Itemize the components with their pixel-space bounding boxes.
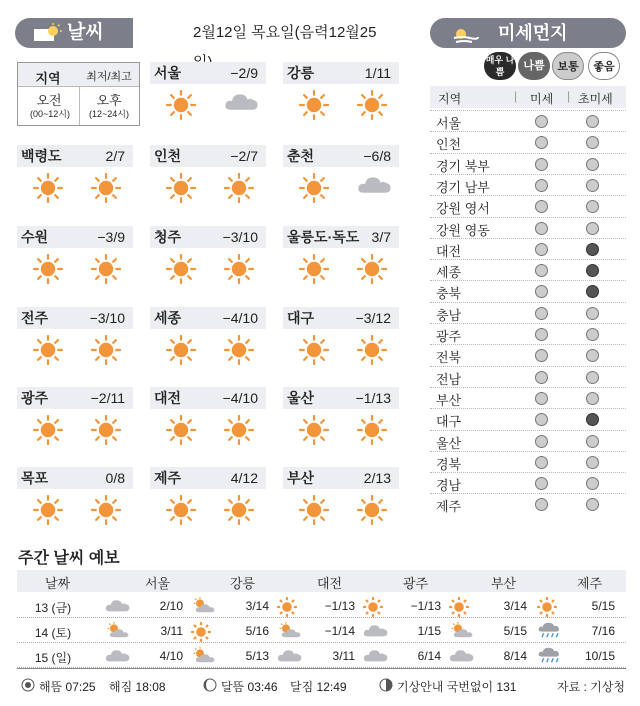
city-name: 제주 (154, 470, 182, 486)
legend-am: 오전 (36, 93, 62, 108)
dust-col-region: 지역 (438, 92, 462, 106)
sun-icon (166, 415, 196, 450)
cloud-icon (363, 647, 389, 666)
partly-icon (191, 647, 217, 666)
weather-header (15, 18, 390, 48)
sun-icon (166, 173, 196, 208)
legend-pm-range: (12~24시) (89, 109, 129, 119)
sun-icon (357, 254, 387, 289)
dust-region: 제주 (436, 499, 462, 515)
legend-am-range: (00~12시) (30, 109, 70, 119)
city-card (150, 307, 266, 377)
weekly-cell (355, 594, 443, 618)
dust-row (430, 408, 626, 429)
weekly-temp: 5/13 (245, 649, 269, 663)
partly-icon (449, 622, 475, 641)
weekly-temp: 8/14 (503, 649, 527, 663)
dust-region: 강원 영서 (436, 201, 490, 217)
cloud-icon (277, 647, 303, 666)
weekly-temp: 4/10 (159, 649, 183, 663)
weekly-temp: 10/15 (584, 649, 615, 663)
sun-icon (299, 173, 329, 208)
cloud-icon (357, 173, 393, 200)
dust-region: 서울 (436, 116, 462, 131)
sunrise-time: 해뜸 07:25 (39, 680, 96, 694)
city-name: 백령도 (21, 148, 62, 164)
dust-row (430, 344, 626, 365)
sun-icon (224, 254, 254, 289)
pm25-dot (586, 392, 599, 405)
weekly-cell (269, 619, 357, 643)
weekly-title: 주간 날씨 예보 (18, 550, 120, 567)
pm10-dot (535, 307, 548, 320)
legend-bad: 나쁨 (518, 52, 550, 80)
weekly-cell (355, 619, 443, 643)
city-card (283, 387, 399, 457)
sun-icon (299, 495, 329, 530)
dust-region: 광주 (436, 329, 462, 344)
city-name: 강릉 (287, 65, 315, 81)
sun-icon (33, 173, 63, 208)
city-card (283, 226, 399, 296)
partly-icon (105, 622, 131, 641)
city-temp: 2/7 (105, 148, 125, 164)
info-line: 기상안내 국번없이 131 (397, 680, 517, 694)
weekly-cell (441, 644, 529, 668)
weekly-temp: 2/10 (159, 599, 183, 613)
pm10-dot (535, 349, 548, 362)
weekly-city: 제주 (577, 576, 603, 591)
dust-header (430, 18, 626, 48)
city-temp: −2/11 (90, 390, 125, 406)
dust-row (430, 131, 626, 152)
weekly-city: 부산 (491, 576, 517, 591)
pm10-dot (535, 456, 548, 469)
sun-icon (91, 173, 121, 208)
pm10-dot (535, 285, 548, 298)
sun-icon (91, 254, 121, 289)
city-card (150, 467, 266, 537)
sun-icon (299, 335, 329, 370)
weekly-cell (183, 594, 271, 618)
city-temp: −3/12 (355, 310, 391, 326)
dust-region: 경남 (436, 478, 462, 494)
sun-icon (299, 90, 329, 125)
city-card (17, 226, 133, 296)
pm10-dot (535, 413, 548, 426)
weekly-header (17, 570, 626, 592)
weekly-row (17, 619, 626, 643)
pm25-dot (586, 264, 599, 277)
dust-row (430, 451, 626, 472)
sun-icon (277, 597, 297, 620)
cloud-icon (105, 597, 131, 616)
clock-icon (379, 678, 393, 692)
city-card (283, 145, 399, 215)
sun-icon (33, 495, 63, 530)
pm10-dot (535, 435, 548, 448)
weekly-cell (529, 644, 617, 668)
dust-row (430, 493, 626, 514)
dust-row (430, 472, 626, 493)
city-card (283, 307, 399, 377)
sun-icon (33, 415, 63, 450)
dust-region: 대구 (436, 414, 462, 430)
weekly-cell (183, 619, 271, 643)
city-card (150, 226, 266, 296)
pm25-dot (586, 136, 599, 149)
pm25-dot (586, 158, 599, 171)
pm25-dot (586, 477, 599, 490)
sun-icon (33, 254, 63, 289)
footer (17, 672, 626, 698)
weekly-row (17, 644, 626, 668)
pm10-dot (535, 371, 548, 384)
city-name: 목포 (21, 470, 49, 486)
pm25-dot (586, 285, 599, 298)
sun-icon (166, 495, 196, 530)
dust-region: 경기 남부 (436, 179, 490, 195)
sun-icon (299, 254, 329, 289)
pm10-dot (535, 498, 548, 511)
partly-icon (191, 597, 217, 616)
city-temp: −4/10 (222, 390, 258, 406)
weekly-city: 서울 (145, 576, 171, 591)
weekly-temp: −1/13 (410, 599, 441, 613)
cloud-icon (105, 647, 131, 666)
sun-icon (166, 335, 196, 370)
pm25-dot (586, 413, 599, 426)
dust-region: 부산 (436, 392, 462, 408)
weather-tab (15, 18, 133, 48)
city-card (17, 307, 133, 377)
pm10-dot (535, 392, 548, 405)
pm10-dot (535, 264, 548, 277)
cloud-icon (224, 90, 260, 117)
pm10-dot (535, 328, 548, 341)
dust-row (430, 430, 626, 451)
weekly-temp: 6/14 (417, 649, 441, 663)
city-name: 인천 (154, 148, 182, 164)
weekly-cell (269, 644, 357, 668)
weekly-temp: 3/11 (160, 624, 183, 638)
weekly-cell (529, 619, 617, 643)
pm25-dot (586, 307, 599, 320)
city-name: 춘천 (287, 148, 315, 164)
moonrise-time: 달뜸 03:46 (221, 680, 278, 694)
city-name: 광주 (21, 390, 49, 406)
pm25-dot (586, 328, 599, 341)
city-temp: −2/9 (230, 65, 258, 81)
rain-icon (537, 647, 563, 666)
dust-col-pm10: 미세 (530, 92, 554, 106)
sun-icon (357, 90, 387, 125)
pm25-dot (586, 179, 599, 192)
dust-row (430, 323, 626, 344)
weekly-city: 대전 (317, 576, 343, 591)
dust-row (430, 174, 626, 195)
date-label: 2월12일 목요일(음력12월25 (193, 24, 377, 41)
sunrise-icon (21, 678, 35, 692)
pm25-dot (586, 456, 599, 469)
dust-row (430, 238, 626, 259)
weekly-date-header: 날짜 (45, 576, 71, 591)
weekly-temp: 1/15 (417, 624, 441, 638)
dust-region: 울산 (436, 435, 462, 451)
sun-icon (166, 254, 196, 289)
city-card (150, 387, 266, 457)
pm25-dot (586, 371, 599, 384)
dust-table-header: 지역 | 미세 | 초미세 (430, 86, 626, 108)
dust-region: 대전 (436, 243, 462, 259)
pm10-dot (535, 222, 548, 235)
dust-region: 세종 (436, 265, 462, 281)
weekly-cell (529, 594, 617, 618)
wind-sun-icon (452, 24, 480, 54)
city-temp: −6/8 (363, 148, 391, 164)
dust-row (430, 217, 626, 238)
city-name: 울릉도·독도 (287, 229, 360, 245)
city-temp: −4/10 (222, 310, 258, 326)
weekly-day: 15 (일) (34, 651, 72, 665)
pm10-dot (535, 477, 548, 490)
cloud-icon (449, 647, 475, 666)
city-card (17, 145, 133, 215)
sun-icon (363, 597, 383, 620)
dust-row (430, 302, 626, 323)
city-name: 세종 (154, 310, 182, 326)
weekly-temp: 3/14 (245, 599, 269, 613)
weekly-cell (97, 619, 185, 643)
weekly-temp: −1/14 (324, 624, 355, 638)
city-temp: −3/9 (97, 229, 125, 245)
city-name: 서울 (154, 65, 182, 81)
weekly-cell (269, 594, 357, 618)
dust-row (430, 259, 626, 280)
pm25-dot (586, 349, 599, 362)
city-temp: −3/10 (89, 310, 125, 326)
weekly-temp: 3/11 (332, 649, 355, 663)
weekly-cell (97, 594, 185, 618)
pm25-dot (586, 435, 599, 448)
weekly-cell (441, 594, 529, 618)
sun-icon (357, 495, 387, 530)
legend-normal: 보통 (552, 52, 584, 80)
city-temp: −2/7 (230, 148, 258, 164)
weekly-temp: 5/15 (503, 624, 527, 638)
city-name: 대구 (287, 310, 315, 326)
city-temp: 0/8 (105, 470, 125, 486)
legend-very-bad: 매우 나쁨 (484, 52, 516, 80)
weekly-day: 14 (토) (34, 626, 72, 640)
dust-region: 인천 (436, 137, 462, 153)
sun-icon (91, 495, 121, 530)
sun-icon (299, 415, 329, 450)
dust-col-pm25: 초미세 (578, 92, 613, 106)
legend-pm: 오후 (96, 93, 122, 108)
pm10-dot (535, 200, 548, 213)
city-temp: −1/13 (355, 390, 391, 406)
sun-icon (357, 335, 387, 370)
dust-region: 경기 북부 (436, 158, 490, 174)
weekly-temp: 5/16 (245, 624, 269, 638)
weekly-temp: 3/14 (503, 599, 527, 613)
weekly-table (17, 570, 626, 668)
pm10-dot (535, 243, 548, 256)
weekly-row (17, 594, 626, 618)
city-temp: 1/11 (364, 65, 391, 81)
city-card (283, 62, 399, 132)
sunset-time: 해짐 18:08 (109, 680, 166, 694)
weekly-cell (441, 619, 529, 643)
partly-icon (277, 622, 303, 641)
pm25-dot (586, 243, 599, 256)
weekly-city: 광주 (403, 576, 429, 591)
legend-good: 좋음 (588, 52, 620, 80)
city-name: 울산 (287, 390, 315, 406)
city-card (283, 467, 399, 537)
pm25-dot (586, 200, 599, 213)
sun-icon (357, 415, 387, 450)
city-temp: −3/10 (222, 229, 258, 245)
dust-row (430, 195, 626, 216)
dust-region: 충북 (436, 286, 462, 302)
dust-region: 경북 (436, 456, 462, 472)
city-name: 수원 (21, 229, 49, 245)
sun-icon (537, 597, 557, 620)
city-name: 청주 (154, 229, 182, 245)
pm10-dot (535, 179, 548, 192)
dust-row (430, 387, 626, 408)
pm10-dot (535, 158, 548, 171)
pm25-dot (586, 498, 599, 511)
sun-icon (224, 495, 254, 530)
city-temp: 4/12 (230, 470, 258, 486)
sun-icon (224, 335, 254, 370)
dust-row (430, 280, 626, 301)
pm10-dot (535, 115, 548, 128)
sun-icon (33, 335, 63, 370)
dust-row (430, 110, 626, 131)
sun-icon (449, 597, 469, 620)
sun-icon (191, 622, 211, 645)
weekly-temp: 5/15 (591, 599, 615, 613)
sun-icon (224, 415, 254, 450)
sun-icon (166, 90, 196, 125)
legend-minmax: 최저/최고 (86, 71, 132, 83)
dust-row (430, 153, 626, 174)
pm25-dot (586, 222, 599, 235)
weekly-cell (97, 644, 185, 668)
city-card (17, 387, 133, 457)
dust-title: 미세먼지 (498, 23, 568, 43)
weekly-cell (355, 644, 443, 668)
sun-icon (91, 415, 121, 450)
moon-icon (203, 678, 217, 692)
city-card (17, 467, 133, 537)
pm25-dot (586, 115, 599, 128)
city-temp: 3/7 (371, 229, 391, 245)
pm10-dot (535, 136, 548, 149)
city-card (150, 145, 266, 215)
dust-region: 충남 (436, 307, 462, 323)
weather-title: 날씨 (67, 22, 104, 43)
sun-icon (91, 335, 121, 370)
legend-box (17, 62, 140, 126)
dust-region: 강원 영동 (436, 222, 490, 238)
weekly-cell (183, 644, 271, 668)
sun-icon (224, 173, 254, 208)
dust-row (430, 366, 626, 387)
source-label: 자료 : 기상청 (557, 680, 625, 694)
city-name: 대전 (154, 390, 182, 406)
moonset-time: 달짐 12:49 (290, 680, 347, 694)
weekly-temp: −1/13 (324, 599, 355, 613)
weekly-day: 13 (금) (34, 601, 72, 615)
weekly-temp: 7/16 (591, 624, 615, 638)
weekly-city: 강릉 (230, 576, 256, 591)
dust-region: 전남 (436, 371, 462, 387)
rain-icon (537, 622, 563, 641)
cloud-icon (363, 622, 389, 641)
legend-region: 지역 (35, 71, 61, 86)
dust-region: 전북 (436, 350, 462, 366)
city-name: 전주 (21, 310, 49, 326)
city-temp: 2/13 (363, 470, 391, 486)
city-card (150, 62, 266, 132)
sun-cloud-icon (33, 23, 63, 53)
city-name: 부산 (287, 470, 315, 486)
